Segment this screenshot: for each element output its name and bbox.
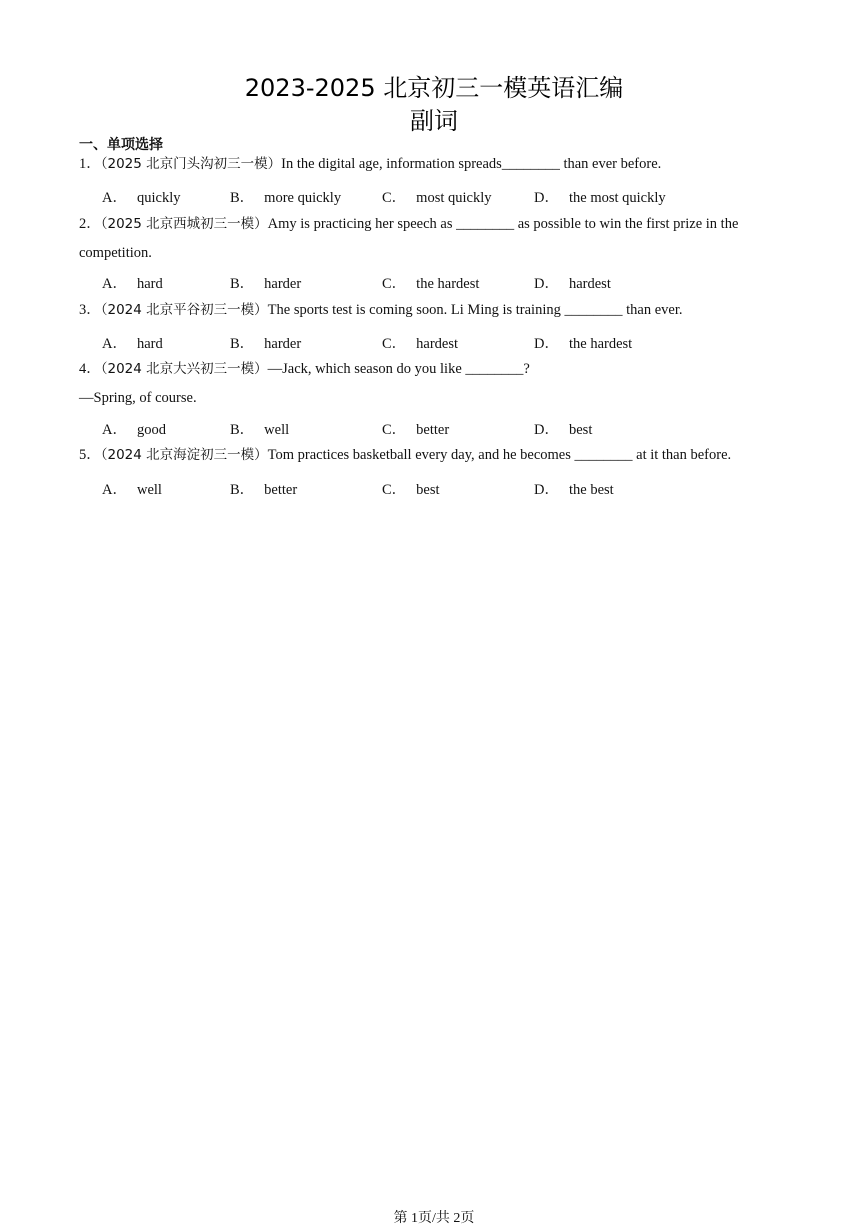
question-1: [79, 150, 789, 179]
option-d: D． hardest: [534, 276, 611, 292]
option-a: A． hard: [102, 336, 163, 352]
question-2-options: [102, 272, 802, 292]
option-c: C． better: [382, 422, 450, 438]
question-text: The sports test is coming soon. Li Ming is training ________ than ever.: [267, 302, 683, 318]
option-b: B． better: [230, 482, 298, 498]
option-d: D． the hardest: [534, 336, 633, 352]
question-4: [79, 355, 789, 413]
question-source: （2024 北京大兴初三一模）: [100, 361, 268, 377]
question-number: 1．: [79, 156, 101, 172]
question-source: （2025 北京西城初三一模）: [100, 216, 268, 232]
question-3: [79, 296, 789, 325]
option-b: B． harder: [230, 336, 302, 352]
option-c: C． hardest: [382, 336, 459, 352]
option-a: A． good: [102, 422, 166, 438]
question-source: （2024 北京平谷初三一模）: [100, 302, 268, 318]
question-4-options: [102, 418, 802, 438]
question-number: 5．: [79, 447, 101, 463]
option-b: B． well: [230, 422, 290, 438]
option-a: A． quickly: [102, 190, 181, 206]
option-c: C． most quickly: [382, 190, 492, 206]
question-source: （2025 北京门头沟初三一模）: [100, 156, 282, 172]
option-c: C． best: [382, 482, 440, 498]
question-source: （2024 北京海淀初三一模）: [100, 447, 268, 463]
page-footer: 第 1页/共 2页: [393, 1211, 475, 1226]
question-text: In the digital age, information spreads________ than ever before.: [281, 156, 662, 172]
option-d: D． the best: [534, 482, 614, 498]
option-a: A． well: [102, 482, 162, 498]
question-5: [79, 441, 789, 470]
question-number: 3．: [79, 302, 101, 318]
option-d: D． the most quickly: [534, 190, 666, 206]
option-c: C． the hardest: [382, 276, 480, 292]
question-2: [79, 210, 789, 268]
option-b: B． harder: [230, 276, 302, 292]
document-subtitle: 副词: [410, 107, 458, 135]
question-number: 2．: [79, 216, 101, 232]
question-3-options: [102, 332, 802, 352]
question-text: Tom practices basketball every day, and he becomes ________ at it than before.: [267, 447, 732, 463]
document-title: 2023-2025 北京初三一模英语汇编: [244, 74, 624, 102]
question-number: 4．: [79, 361, 101, 377]
option-d: D． best: [534, 422, 593, 438]
question-1-options: [102, 186, 802, 206]
section-heading: 一、单项选择: [79, 137, 163, 153]
option-b: B． more quickly: [230, 190, 342, 206]
question-text: —Jack, which season do you like ________?: [267, 361, 530, 377]
question-5-options: [102, 478, 802, 498]
question-text: Amy is practicing her speech as ________ as possible to win the first prize in the competition.: [79, 216, 739, 261]
question-reply: —Spring, of course.: [79, 390, 197, 406]
option-a: A． hard: [102, 276, 163, 292]
